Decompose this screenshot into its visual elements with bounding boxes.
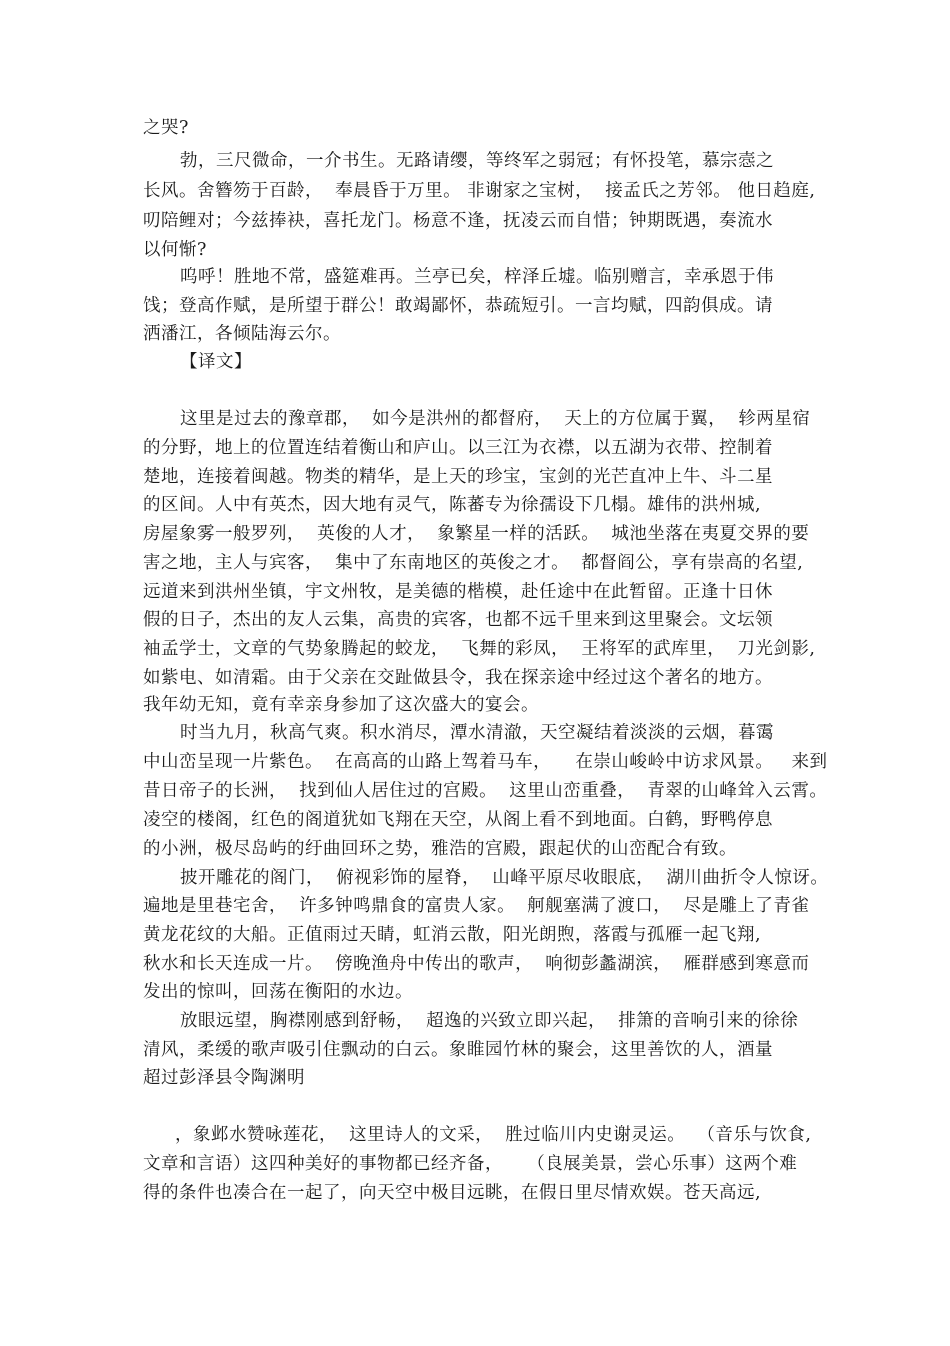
text-line: 的区间。人中有英杰，因大地有灵气，陈蕃专为徐孺设下几榻。雄伟的洪州城,: [143, 495, 762, 515]
text-line: 以何惭?: [143, 240, 207, 260]
text-line: 披开雕花的阁门， 俯视彩饰的屋脊， 山峰平原尽收眼底， 湖川曲折令人惊讶。: [180, 868, 829, 888]
text-line: 凌空的楼阁，红色的阁道犹如飞翔在天空，从阁上看不到地面。白鹤，野鸭停息: [143, 810, 773, 830]
text-line: 的分野，地上的位置连结着衡山和庐山。以三江为衣襟，以五湖为衣带、控制着: [143, 438, 773, 458]
text-line: 中山峦呈现一片紫色。 在高高的山路上驾着马车， 在崇山峻岭中访求风景。 来到: [143, 752, 828, 772]
text-line: 发出的惊叫，回荡在衡阳的水边。: [143, 982, 413, 1002]
text-line: 叨陪鲤对；今兹捧袂，喜托龙门。杨意不逢，抚凌云而自惜；钟期既遇，奏流水: [143, 211, 773, 231]
text-line: 超过彭泽县令陶渊明: [143, 1068, 305, 1088]
text-line: 遍地是里巷宅舍， 许多钟鸣鼎食的富贵人家。 舸舰塞满了渡口， 尽是雕上了青雀: [143, 896, 810, 916]
text-line: 害之地，主人与宾客， 集中了东南地区的英俊之才。 都督阎公，享有崇高的名望,: [143, 553, 804, 573]
text-line: 这里是过去的豫章郡， 如今是洪州的都督府， 天上的方位属于翼， 轸两星宿: [180, 409, 811, 429]
text-line: 时当九月，秋高气爽。积水消尽，潭水清澈，天空凝结着淡淡的云烟，暮霭: [180, 723, 774, 743]
text-line: 如紫电、如清霜。由于父亲在交趾做县令，我在探亲途中经过这个著名的地方。: [143, 668, 773, 688]
text-line: 清风，柔缓的歌声吸引住飘动的白云。象睢园竹林的聚会，这里善饮的人，酒量: [143, 1040, 773, 1060]
section-heading: 【译文】: [180, 352, 252, 372]
text-line: 昔日帝子的长洲， 找到仙人居住过的宫殿。 这里山峦重叠， 青翠的山峰耸入云霄。: [143, 781, 828, 801]
text-line: 得的条件也凑合在一起了，向天空中极目远眺，在假日里尽情欢娱。苍天高远,: [143, 1183, 762, 1203]
text-line: 放眼远望，胸襟刚感到舒畅， 超逸的兴致立即兴起， 排箫的音响引来的徐徐: [180, 1011, 799, 1031]
text-line: 秋水和长天连成一片。 傍晚渔舟中传出的歌声， 响彻彭蠡湖滨， 雁群感到寒意而: [143, 954, 810, 974]
text-line: 呜呼！胜地不常，盛筵难再。兰亭已矣，梓泽丘墟。临别赠言，幸承恩于伟: [180, 267, 774, 287]
text-line: 勃，三尺微命，一介书生。无路请缨，等终军之弱冠；有怀投笔，慕宗悫之: [180, 151, 774, 171]
text-line: 黄龙花纹的大船。正值雨过天睛，虹消云散，阳光朗煦，落霞与孤雁一起飞翔,: [143, 925, 762, 945]
text-line: 假的日子，杰出的友人云集，高贵的宾客，也都不远千里来到这里聚会。文坛领: [143, 610, 773, 630]
text-line: 洒潘江，各倾陆海云尔。: [143, 324, 341, 344]
text-line: ，象邺水赞咏莲花， 这里诗人的文采， 胜过临川内史谢灵运。 （音乐与饮食,: [175, 1125, 812, 1145]
text-line: 长风。舍簪笏于百龄， 奉晨昏于万里。 非谢家之宝树， 接孟氏之芳邻。 他日趋庭,: [143, 181, 816, 201]
text-line: 文章和言语）这四种美好的事物都已经齐备， （良展美景，尝心乐事）这两个难: [143, 1154, 798, 1174]
text-line: 我年幼无知，竟有幸亲身参加了这次盛大的宴会。: [143, 695, 539, 715]
text-line: 的小洲，极尽岛屿的纡曲回环之势，雅浩的宫殿，跟起伏的山峦配合有致。: [143, 839, 737, 859]
text-line: 饯；登高作赋，是所望于群公！敢竭鄙怀，恭疏短引。一言均赋，四韵俱成。请: [143, 296, 773, 316]
text-line: 远道来到洪州坐镇，宇文州牧，是美德的楷模，赴任途中在此暂留。正逢十日休: [143, 582, 773, 602]
text-line: 房屋象雾一般罗列， 英俊的人才， 象繁星一样的活跃。 城池坐落在夷夏交界的要: [143, 524, 810, 544]
text-line: 之哭?: [143, 118, 189, 138]
text-line: 楚地，连接着闽越。物类的精华，是上天的珍宝，宝剑的光芒直冲上牛、斗二星: [143, 467, 773, 487]
text-line: 袖孟学士，文章的气势象腾起的蛟龙， 飞舞的彩凤， 王将军的武库里， 刀光剑影,: [143, 639, 816, 659]
